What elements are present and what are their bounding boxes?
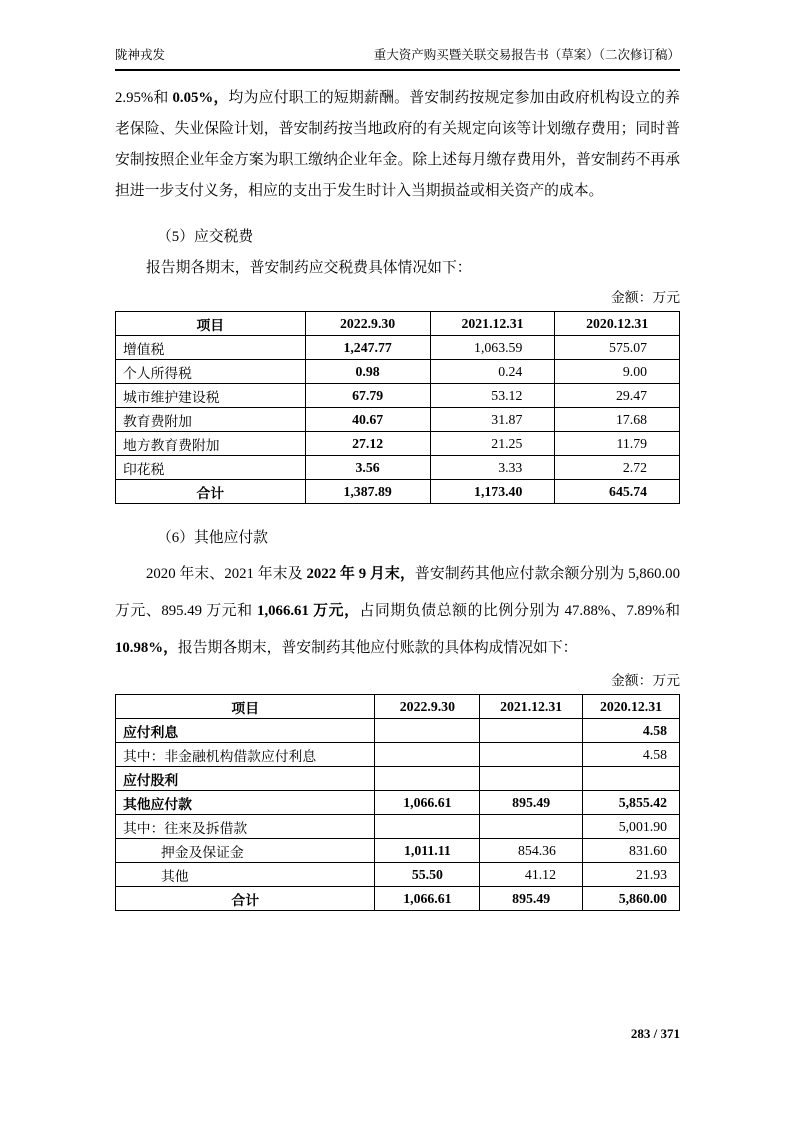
row-label: 其中：往来及拆借款 — [116, 815, 375, 839]
row-label: 城市维护建设税 — [116, 384, 306, 408]
table-row — [116, 815, 680, 839]
row-label: 教育费附加 — [116, 408, 306, 432]
cell-value: 31.87 — [430, 408, 555, 432]
row-label: 其他应付款 — [116, 791, 375, 815]
paragraph-text: 2.95%和 — [115, 90, 173, 106]
header-right-text: 重大资产购买暨关联交易报告书（草案）（二次修订稿） — [373, 48, 680, 62]
column-header: 项目 — [116, 312, 306, 336]
header-left-text: 陇神戎发 — [115, 48, 166, 62]
cell-value: 5,001.90 — [582, 815, 679, 839]
cell-value: 9.00 — [555, 360, 680, 384]
cell-value: 1,063.59 — [430, 336, 555, 360]
paragraph-text-bold: 10.98%， — [115, 640, 178, 656]
paragraph-text-bold: 2022 年 9 月末， — [306, 566, 415, 582]
row-label: 印花税 — [116, 456, 306, 480]
cell-value: 854.36 — [480, 839, 583, 863]
table-row — [116, 863, 680, 887]
cell-value: 895.49 — [480, 791, 583, 815]
paragraph-text: 均为应付职工的短期薪酬。普安制药按规定参加由政府机构设立的养老保险、失业保险计划，普安制药按当地政府的有关规定向该等计划缴存费用；同时普安制按照企业年金方案为职工缴纳企业年金。除上述每月缴存费用外，普安制药不再承担进一步支付义务，相应的支出于发生时计入当期损益或相关资产的成本。 — [115, 90, 680, 199]
cell-value: 21.25 — [430, 432, 555, 456]
table-total-row — [116, 480, 680, 504]
tax-payable-table — [115, 311, 680, 504]
cell-value: 1,011.11 — [375, 839, 480, 863]
row-label: 其中：非金融机构借款应付利息 — [116, 743, 375, 767]
column-header: 2020.12.31 — [555, 312, 680, 336]
table-row — [116, 408, 680, 432]
row-label: 增值税 — [116, 336, 306, 360]
cell-value: 0.98 — [305, 360, 430, 384]
row-label: 应付利息 — [116, 719, 375, 743]
row-label: 合计 — [116, 887, 375, 911]
column-header: 2021.12.31 — [430, 312, 555, 336]
cell-value: 1,387.89 — [305, 480, 430, 504]
cell-value — [480, 719, 583, 743]
paragraph-pension — [115, 83, 680, 207]
cell-value — [375, 767, 480, 791]
table-row — [116, 767, 680, 791]
row-label: 地方教育费附加 — [116, 432, 306, 456]
cell-value — [480, 743, 583, 767]
section-5-intro: 报告期各期末，普安制药应交税费具体情况如下： — [146, 260, 472, 276]
cell-value: 4.58 — [582, 743, 679, 767]
cell-value: 67.79 — [305, 384, 430, 408]
column-header: 2022.9.30 — [375, 695, 480, 719]
cell-value: 11.79 — [555, 432, 680, 456]
cell-value: 2.72 — [555, 456, 680, 480]
table-row — [116, 719, 680, 743]
section-6-paragraph — [115, 556, 680, 667]
table-row — [116, 360, 680, 384]
cell-value: 0.24 — [430, 360, 555, 384]
table-row — [116, 456, 680, 480]
cell-value: 1,066.61 — [375, 791, 480, 815]
row-label: 个人所得税 — [116, 360, 306, 384]
table-row — [116, 432, 680, 456]
section-5-heading: （5）应交税费 — [157, 229, 254, 245]
column-header: 项目 — [116, 695, 375, 719]
cell-value: 645.74 — [555, 480, 680, 504]
page-number: 283 / 371 — [630, 1026, 680, 1041]
paragraph-text-bold: 0.05%， — [172, 90, 229, 106]
cell-value: 53.12 — [430, 384, 555, 408]
cell-value: 5,860.00 — [582, 887, 679, 911]
cell-value: 21.93 — [582, 863, 679, 887]
cell-value: 1,247.77 — [305, 336, 430, 360]
table-row — [116, 791, 680, 815]
cell-value: 3.33 — [430, 456, 555, 480]
row-label: 应付股利 — [116, 767, 375, 791]
row-label: 押金及保证金 — [116, 839, 375, 863]
unit-label: 金额：万元 — [611, 673, 680, 688]
cell-value: 575.07 — [555, 336, 680, 360]
column-header: 2020.12.31 — [582, 695, 679, 719]
cell-value: 1,066.61 — [375, 887, 480, 911]
other-payables-table — [115, 694, 680, 911]
table-row — [116, 384, 680, 408]
cell-value: 27.12 — [305, 432, 430, 456]
table-header-row — [116, 695, 680, 719]
paragraph-text-bold: 1,066.61 万元， — [257, 603, 360, 619]
table-row — [116, 336, 680, 360]
cell-value: 1,173.40 — [430, 480, 555, 504]
paragraph-text: 报告期各期末，普安制药其他应付账款的具体构成情况如下： — [177, 640, 578, 656]
paragraph-text: 2020 年末、2021 年末及 — [146, 566, 307, 582]
cell-value: 41.12 — [480, 863, 583, 887]
table-total-row — [116, 887, 680, 911]
cell-value — [480, 767, 583, 791]
cell-value — [375, 815, 480, 839]
cell-value — [375, 743, 480, 767]
table-row — [116, 743, 680, 767]
cell-value: 29.47 — [555, 384, 680, 408]
section-6-heading: （6）其他应付款 — [157, 530, 268, 546]
unit-label: 金额：万元 — [611, 290, 680, 305]
row-label: 合计 — [116, 480, 306, 504]
cell-value: 895.49 — [480, 887, 583, 911]
paragraph-text: 普安制药其他应付款余额分别为 5,860.00 万元、895.49 万元和 — [115, 566, 680, 619]
paragraph-text: 占同期负债总额的比例分别为 47.88%、7.89%和 — [359, 603, 680, 619]
row-label: 其他 — [116, 863, 375, 887]
cell-value: 4.58 — [582, 719, 679, 743]
column-header: 2021.12.31 — [480, 695, 583, 719]
table-header-row — [116, 312, 680, 336]
cell-value — [480, 815, 583, 839]
cell-value: 40.67 — [305, 408, 430, 432]
cell-value — [582, 767, 679, 791]
cell-value: 5,855.42 — [582, 791, 679, 815]
cell-value: 55.50 — [375, 863, 480, 887]
cell-value: 3.56 — [305, 456, 430, 480]
cell-value: 831.60 — [582, 839, 679, 863]
page-header — [115, 46, 680, 71]
table-row — [116, 839, 680, 863]
cell-value: 17.68 — [555, 408, 680, 432]
cell-value — [375, 719, 480, 743]
column-header: 2022.9.30 — [305, 312, 430, 336]
